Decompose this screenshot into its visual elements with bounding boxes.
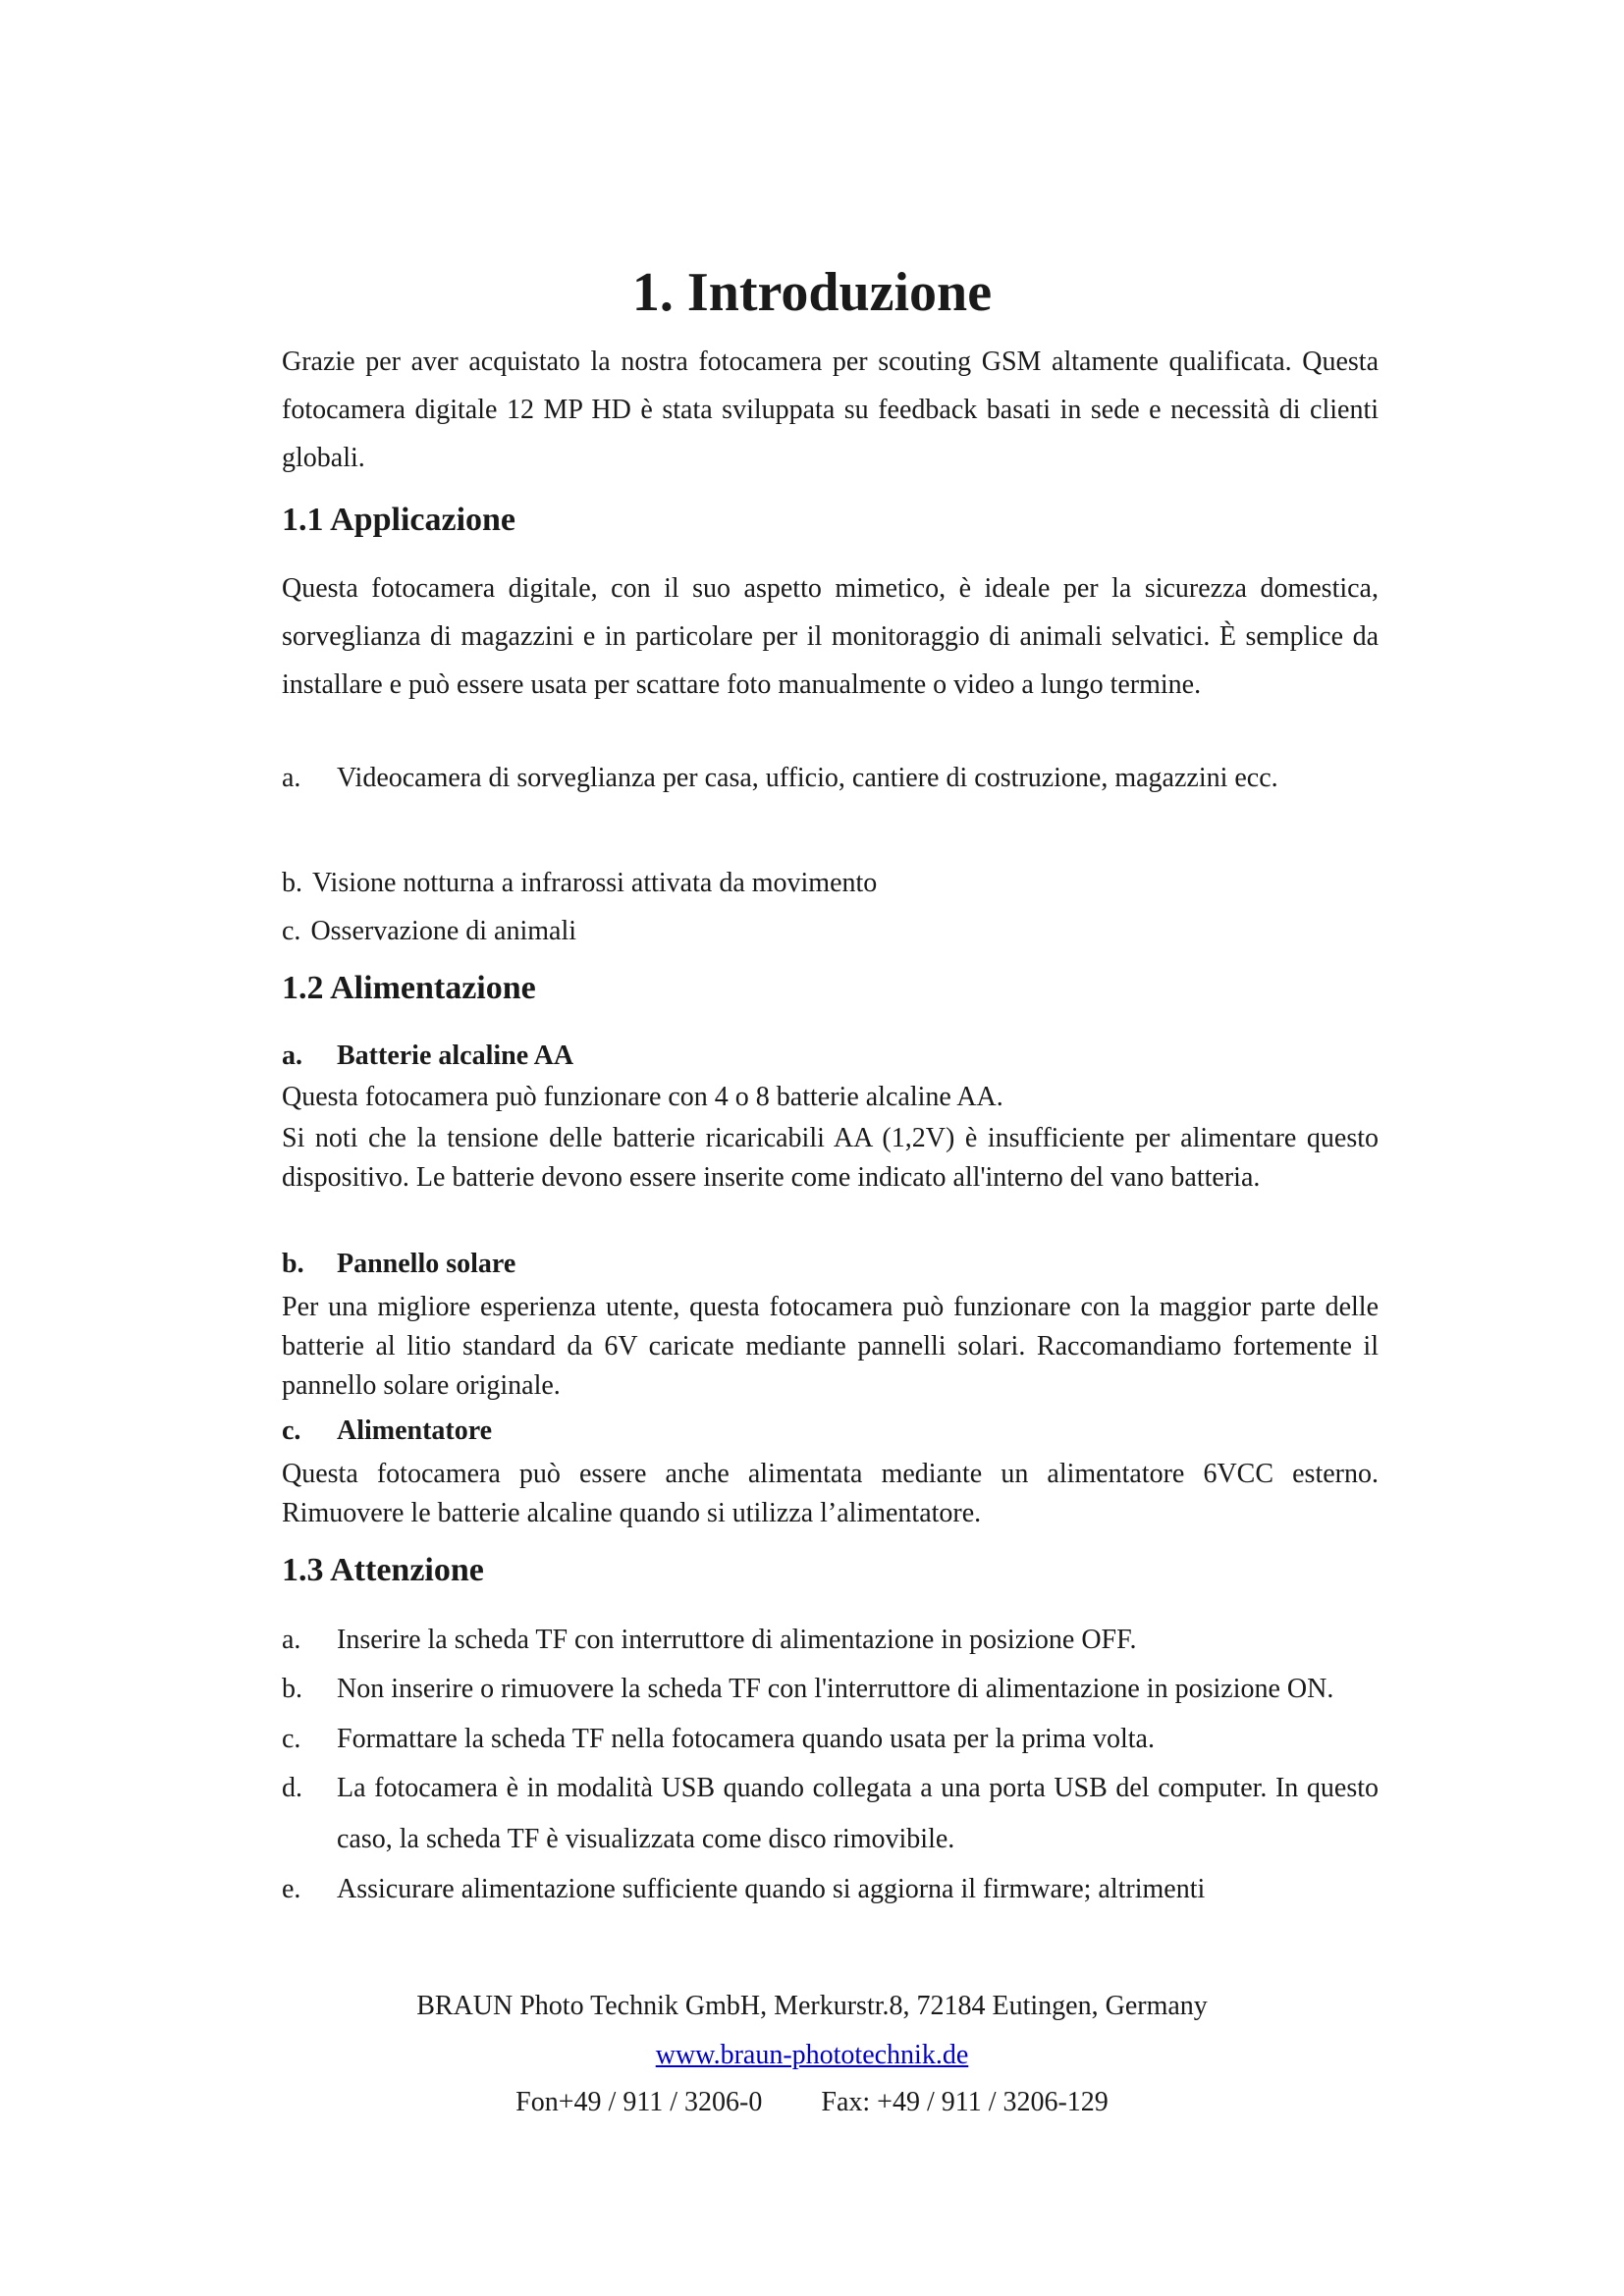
footer-website-line — [0, 2036, 1624, 2075]
list-marker: c. — [282, 1724, 301, 1754]
footer-phone: Fon+49 / 911 / 3206-0 — [515, 2087, 763, 2117]
list-marker: d. — [282, 1773, 302, 1803]
sub-marker: c. — [282, 1415, 301, 1446]
list-item — [282, 1865, 1379, 1913]
list-item-text: Osservazione di animali — [310, 916, 577, 946]
sub-title: Alimentatore — [337, 1415, 493, 1446]
list-item — [282, 1664, 1379, 1715]
list-item-text: Inserire la scheda TF con interruttore di alimentazione in posizione OFF. — [337, 1625, 1137, 1655]
sub-marker: a. — [282, 1041, 302, 1071]
list-item-text: La fotocamera è in modalità USB quando collegata a una porta USB del computer. In questo caso, la scheda TF è visualizzata come disco rimovibile. — [337, 1773, 1379, 1854]
website-link[interactable]: www.braun-phototechnik.de — [655, 2040, 969, 2070]
sub-title: Pannello solare — [337, 1249, 516, 1279]
list-marker: e. — [282, 1874, 301, 1904]
intro-paragraph: Grazie per aver acquistato la nostra fotocamera per scouting GSM altamente qualificata. Questa fotocamera digitale 12 MP HD è stata sviluppata su feedback basati in sede e necessità di clienti globali. — [282, 347, 1379, 473]
list-item — [282, 907, 1379, 955]
subheading-alimentatore — [282, 1412, 1379, 1451]
list-item — [282, 1616, 1379, 1664]
applicazione-list-cont — [282, 859, 1379, 955]
alimentatore-paragraph: Questa fotocamera può essere anche alimentata mediante un alimentatore 6VCC esterno. Rimuovere le batterie alcaline quando si utilizza l’alimentatore. — [282, 1459, 1379, 1528]
batterie-line2: Si noti che la tensione delle batterie ricaricabili AA (1,2V) è insufficiente per alimentare questo dispositivo. Le batterie devono essere inserite come indicato all'interno del vano batteria. — [282, 1123, 1379, 1193]
list-item — [282, 1763, 1379, 1865]
list-item-text: Non inserire o rimuovere la scheda TF con l'interruttore di alimentazione in posizione ON. — [337, 1674, 1334, 1704]
applicazione-paragraph: Questa fotocamera digitale, con il suo aspetto mimetico, è ideale per la sicurezza domestica, sorveglianza di magazzini e in particolare per il monitoraggio di animali selvatici. È semplice da installare e può essere usata per scattare foto manualmente o video a lungo termine. — [282, 573, 1379, 700]
page-title: 1. Introduzione — [631, 262, 993, 323]
list-item-text: Videocamera di sorveglianza per casa, ufficio, cantiere di costruzione, magazzini ecc. — [337, 763, 1278, 793]
footer-fax: Fax: +49 / 911 / 3206-129 — [821, 2087, 1109, 2117]
subheading-pannello — [282, 1245, 1379, 1284]
section-heading-applicazione: 1.1 Applicazione — [282, 502, 516, 538]
list-marker: a. — [282, 763, 301, 793]
subheading-batterie — [282, 1037, 1379, 1076]
sub-title: Batterie alcaline AA — [337, 1041, 574, 1071]
list-marker: c. — [282, 916, 301, 946]
list-item — [282, 859, 1379, 907]
list-marker: b. — [282, 1674, 302, 1704]
attenzione-list — [282, 1616, 1379, 1913]
list-marker: b. — [282, 868, 302, 898]
list-item-text: Formattare la scheda TF nella fotocamera quando usata per la prima volta. — [337, 1724, 1155, 1754]
pannello-paragraph: Per una migliore esperienza utente, questa fotocamera può funzionare con la maggior parte delle batterie al litio standard da 6V caricate mediante pannelli solari. Raccomandiamo fortemente il pannello solare originale. — [282, 1292, 1379, 1401]
list-item — [282, 1715, 1379, 1763]
list-item-text: Visione notturna a infrarossi attivata da movimento — [312, 868, 878, 898]
section-heading-attenzione: 1.3 Attenzione — [282, 1552, 484, 1588]
list-marker: a. — [282, 1625, 301, 1655]
footer-contact — [0, 2083, 1624, 2122]
sub-marker: b. — [282, 1249, 304, 1279]
list-item-text: Assicurare alimentazione sufficiente quando si aggiorna il firmware; altrimenti — [337, 1874, 1206, 1904]
applicazione-list — [282, 753, 1379, 804]
section-heading-alimentazione: 1.2 Alimentazione — [282, 970, 536, 1006]
batterie-line1: Questa fotocamera può funzionare con 4 o 8 batterie alcaline AA. — [282, 1082, 1003, 1112]
footer-company: BRAUN Photo Technik GmbH, Merkurstr.8, 72184 Eutingen, Germany — [416, 1991, 1208, 2021]
list-item — [282, 753, 1379, 804]
